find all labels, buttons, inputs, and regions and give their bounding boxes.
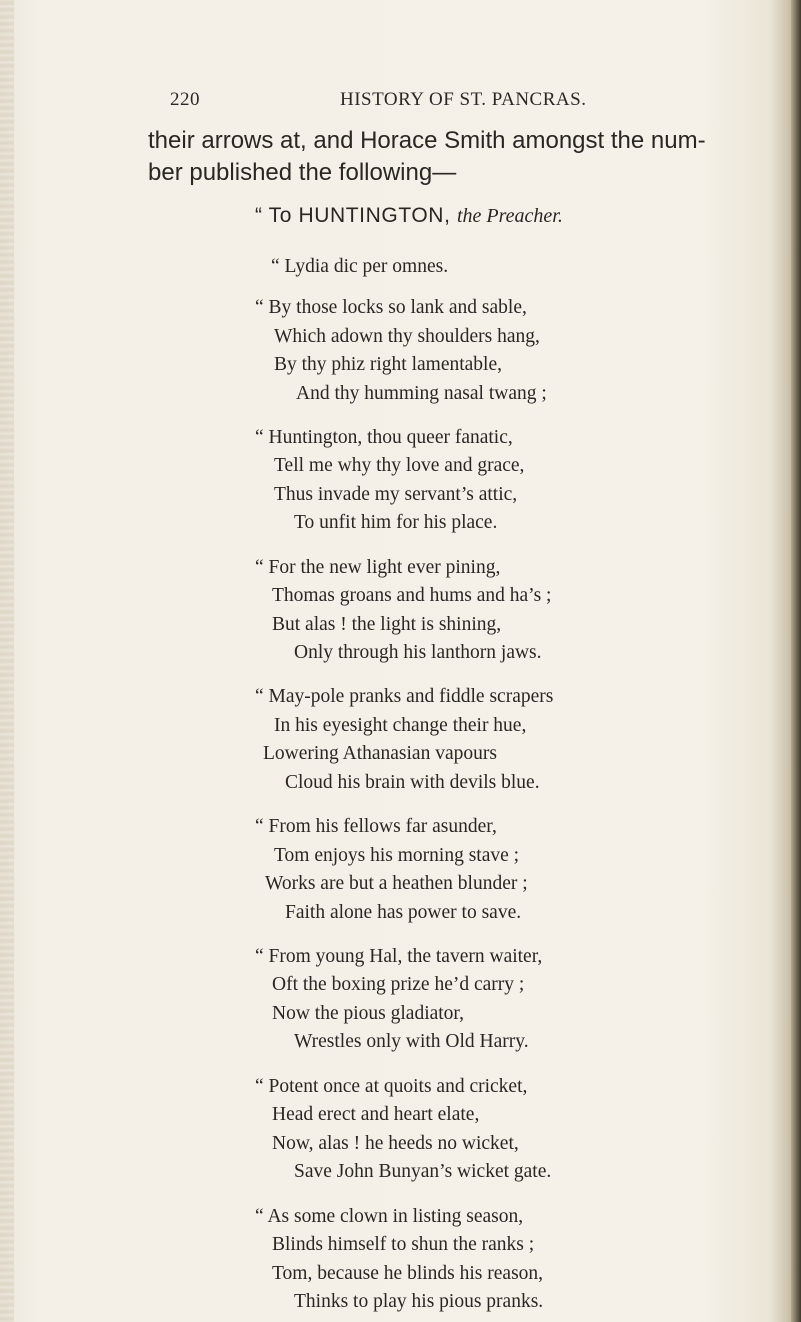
- poem-line: “ From his fellows far asunder,: [255, 816, 497, 838]
- poem-line: “ Huntington, thou queer fanatic,: [255, 426, 513, 448]
- intro-line: ber published the following—: [148, 159, 457, 186]
- dedication-subtitle: the Preacher.: [456, 205, 563, 227]
- page-right-edge: [791, 0, 801, 1322]
- running-title: HISTORY OF ST. PANCRAS.: [340, 89, 587, 110]
- poem-line: Lowering Athanasian vapours: [263, 743, 497, 765]
- poem-line: Now the pious gladiator,: [272, 1002, 465, 1024]
- poem-line: Works are but a heathen blunder ;: [265, 873, 528, 895]
- poem-line: Head erect and heart elate,: [272, 1104, 480, 1126]
- poem-line: Thomas groans and hums and ha’s ;: [272, 585, 552, 607]
- dedication-main: “ To HUNTINGTON,: [255, 204, 451, 227]
- poem-line: Tell me why thy love and grace,: [274, 455, 525, 477]
- poem-line: Tom enjoys his morning stave ;: [274, 844, 520, 866]
- intro-line: their arrows at, and Horace Smith amongst the num-: [148, 127, 706, 154]
- poem-line: By thy phiz right lamentable,: [274, 354, 502, 375]
- poem-line: Save John Bunyan’s wicket gate.: [294, 1161, 552, 1183]
- poem-line: “ As some clown in listing season,: [255, 1205, 524, 1227]
- poem-line: Thus invade my servant’s attic,: [274, 483, 518, 505]
- poem-line: “ For the new light ever pining,: [255, 556, 501, 578]
- poem-line: Tom, because he blinds his reason,: [272, 1262, 544, 1284]
- poem-line: Thinks to play his pious pranks.: [294, 1291, 544, 1312]
- page-left-edge: [0, 0, 14, 1322]
- poem-line: But alas ! the light is shining,: [272, 613, 502, 635]
- poem-line: Cloud his brain with devils blue.: [285, 771, 540, 793]
- poem-line: “ From young Hal, the tavern waiter,: [255, 945, 543, 967]
- poem-motto: “ Lydia dic per omnes.: [271, 256, 449, 277]
- poem-line: In his eyesight change their hue,: [274, 714, 527, 736]
- poem-line: Blinds himself to shun the ranks ;: [272, 1234, 535, 1255]
- poem-line: “ By those locks so lank and sable,: [255, 297, 527, 318]
- poem-dedication: [255, 204, 563, 228]
- poem-line: Wrestles only with Old Harry.: [294, 1031, 529, 1053]
- poem-line: And thy humming nasal twang ;: [296, 382, 547, 404]
- page-number: 220: [170, 89, 200, 110]
- poem-line: Oft the boxing prize he’d carry ;: [272, 974, 525, 996]
- intro-paragraph: [148, 125, 788, 189]
- poem-line: “ May-pole pranks and fiddle scrapers: [255, 686, 554, 708]
- poem-line: Only through his lanthorn jaws.: [294, 642, 542, 664]
- poem-line: “ Potent once at quoits and cricket,: [255, 1075, 528, 1097]
- poem-line: To unfit him for his place.: [294, 512, 498, 534]
- poem-line: Which adown thy shoulders hang,: [274, 325, 540, 347]
- poem-line: Faith alone has power to save.: [285, 901, 522, 923]
- poem-line: Now, alas ! he heeds no wicket,: [272, 1132, 519, 1154]
